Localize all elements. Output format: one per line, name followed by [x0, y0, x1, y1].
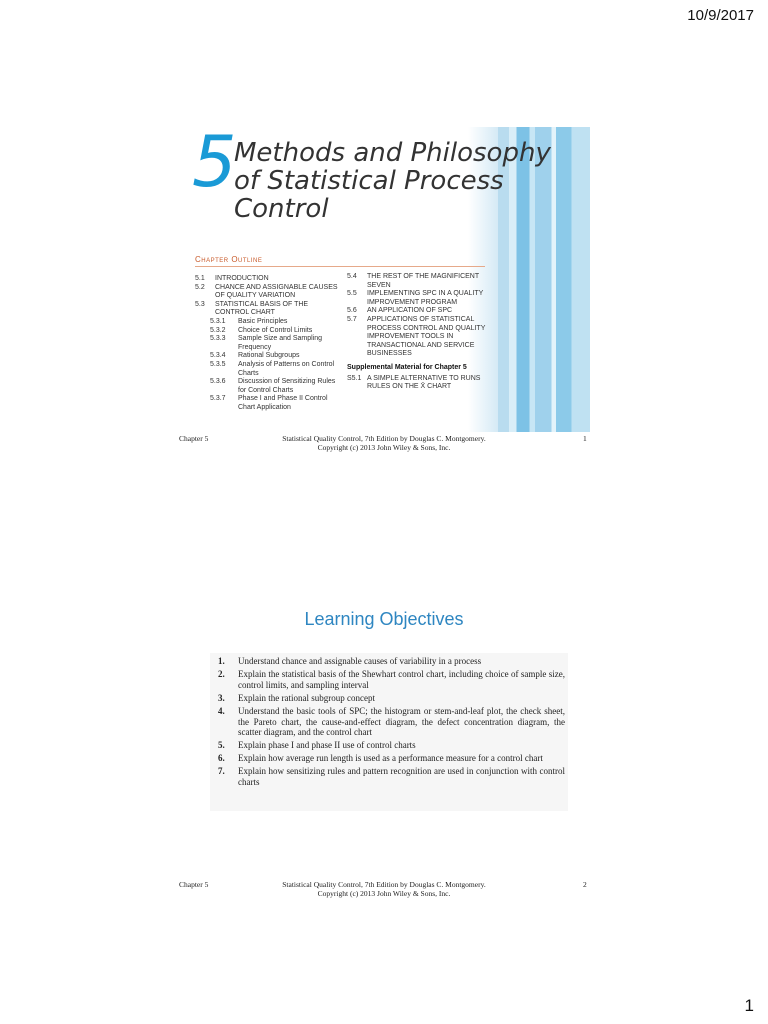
item-text: STATISTICAL BASIS OF THE CONTROL CHART — [215, 300, 309, 317]
slide-2-footer-number: 2 — [583, 880, 587, 889]
slide-1-image — [191, 121, 590, 432]
footer-line-2: Copyright (c) 2013 John Wiley & Sons, Inc. — [317, 443, 451, 452]
item-number: 5.4 — [347, 273, 357, 280]
outline-left-column — [195, 275, 340, 413]
objective-text: Explain how average run length is used as a performance measure for a control chart — [238, 753, 543, 764]
outline-item — [195, 378, 340, 395]
outline-item — [195, 301, 340, 318]
outline-item — [195, 395, 340, 412]
objectives-list — [218, 656, 565, 790]
objective-item — [218, 693, 565, 704]
item-text: Analysis of Patterns on Control Charts — [238, 360, 335, 377]
item-text: INTRODUCTION — [215, 275, 269, 282]
slide-1-footer-number: 1 — [583, 434, 587, 443]
objective-text: Understand the basic tools of SPC; the histogram or stem-and-leaf plot, the check sheet, the Pareto chart, the cause-and-effect diagram, the defect concentration diagram, the scatter diagram, and the control chart — [238, 705, 565, 738]
item-number: 5.3.6 — [210, 378, 226, 386]
outline-divider — [195, 266, 485, 267]
supplemental-heading: Supplemental Material for Chapter 5 — [347, 363, 467, 371]
outline-item — [195, 318, 340, 327]
objective-item — [218, 766, 565, 788]
objective-text: Explain how sensitizing rules and pattern recognition are used in conjunction with control charts — [238, 766, 565, 788]
chapter-title: Methods and Philosophy of Statistical Process Control — [234, 138, 551, 224]
objective-text: Understand chance and assignable causes of variability in a process — [238, 656, 482, 666]
objective-text: Explain the statistical basis of the Shewhart control chart, including choice of sample size, control limits, and sampling interval — [238, 668, 565, 690]
slide-2-footer-chapter: Chapter 5 — [179, 880, 209, 889]
chapter-number: 5 — [192, 121, 237, 203]
item-number: 5.3.5 — [210, 360, 226, 368]
objective-number: 2. — [218, 668, 225, 679]
footer-line-2: Copyright (c) 2013 John Wiley & Sons, Inc. — [317, 889, 451, 898]
objective-item — [218, 669, 565, 691]
item-text: IMPLEMENTING SPC IN A QUALITY IMPROVEMENT PROGRAM — [367, 290, 484, 306]
objective-number: 7. — [218, 766, 225, 777]
item-number: 5.5 — [347, 290, 357, 298]
objective-number: 5. — [218, 740, 225, 751]
objective-number: 3. — [218, 692, 225, 703]
item-text: Discussion of Sensitizing Rules for Control Charts — [238, 378, 336, 394]
outline-heading: Chapter Outline — [195, 255, 263, 264]
objective-item — [218, 740, 565, 751]
item-text: THE REST OF THE MAGNIFICENT SEVEN — [367, 273, 480, 289]
outline-item — [347, 307, 489, 316]
item-text: AN APPLICATION OF SPC — [367, 307, 453, 315]
objective-text: Explain the rational subgroup concept — [238, 692, 375, 703]
item-number: 5.2 — [195, 283, 205, 291]
item-text: APPLICATIONS OF STATISTICAL PROCESS CONTROL AND QUALITY IMPROVEMENT TOOLS IN TRANSACTIONAL AND SERVICE BUSINESSES — [367, 315, 486, 358]
item-number: 5.7 — [347, 315, 357, 323]
slide-2-title: Learning Objectives — [304, 609, 464, 629]
outline-item — [195, 361, 340, 378]
item-text: Rational Subgroups — [238, 352, 300, 360]
footer-line-1: Statistical Quality Control, 7th Edition by Douglas C. Montgomery. — [282, 880, 486, 889]
outline-item — [195, 275, 340, 284]
outline-item — [347, 290, 489, 307]
objective-item — [218, 656, 565, 667]
item-text: CHANCE AND ASSIGNABLE CAUSES OF QUALITY VARIATION — [215, 283, 338, 300]
outline-right-items — [347, 273, 489, 359]
objective-number: 6. — [218, 753, 225, 764]
outline-item — [195, 284, 340, 301]
page-number: 1 — [744, 996, 754, 1015]
item-number: 5.1 — [195, 275, 205, 282]
supplemental-item — [347, 375, 489, 392]
objective-item — [218, 706, 565, 738]
objective-number: 4. — [218, 705, 225, 716]
item-number: 5.6 — [347, 307, 357, 315]
objective-text: Explain phase I and phase II use of control charts — [238, 740, 416, 751]
item-text: Phase I and Phase II Control Chart Application — [238, 395, 328, 411]
item-text: Choice of Control Limits — [238, 326, 313, 334]
objective-number: 1. — [218, 656, 225, 666]
outline-item — [347, 316, 489, 359]
outline-item — [195, 352, 340, 361]
item-number: 5.3.1 — [210, 317, 226, 325]
item-text: A SIMPLE ALTERNATIVE TO RUNS RULES ON THE X̄ CHART — [367, 374, 481, 391]
outline-item — [347, 273, 489, 290]
outline-item — [195, 335, 340, 352]
slide-2-footer-credit — [254, 880, 514, 898]
objective-item — [218, 753, 565, 764]
item-number: 5.3.3 — [210, 335, 226, 343]
outline-right-column — [347, 273, 489, 392]
outline-item — [195, 327, 340, 336]
slide-1-footer-chapter: Chapter 5 — [179, 434, 209, 443]
item-number: 5.3 — [195, 300, 205, 308]
item-number: S5.1 — [347, 374, 362, 382]
item-number: 5.3.7 — [210, 395, 226, 403]
item-number: 5.3.2 — [210, 326, 226, 334]
slide-1-footer-credit — [254, 434, 514, 452]
footer-line-1: Statistical Quality Control, 7th Edition by Douglas C. Montgomery. — [282, 434, 486, 443]
item-number: 5.3.4 — [210, 352, 226, 360]
print-date: 10/9/2017 — [687, 7, 754, 24]
item-text: Basic Principles — [238, 317, 288, 325]
item-text: Sample Size and Sampling Frequency — [238, 335, 323, 351]
